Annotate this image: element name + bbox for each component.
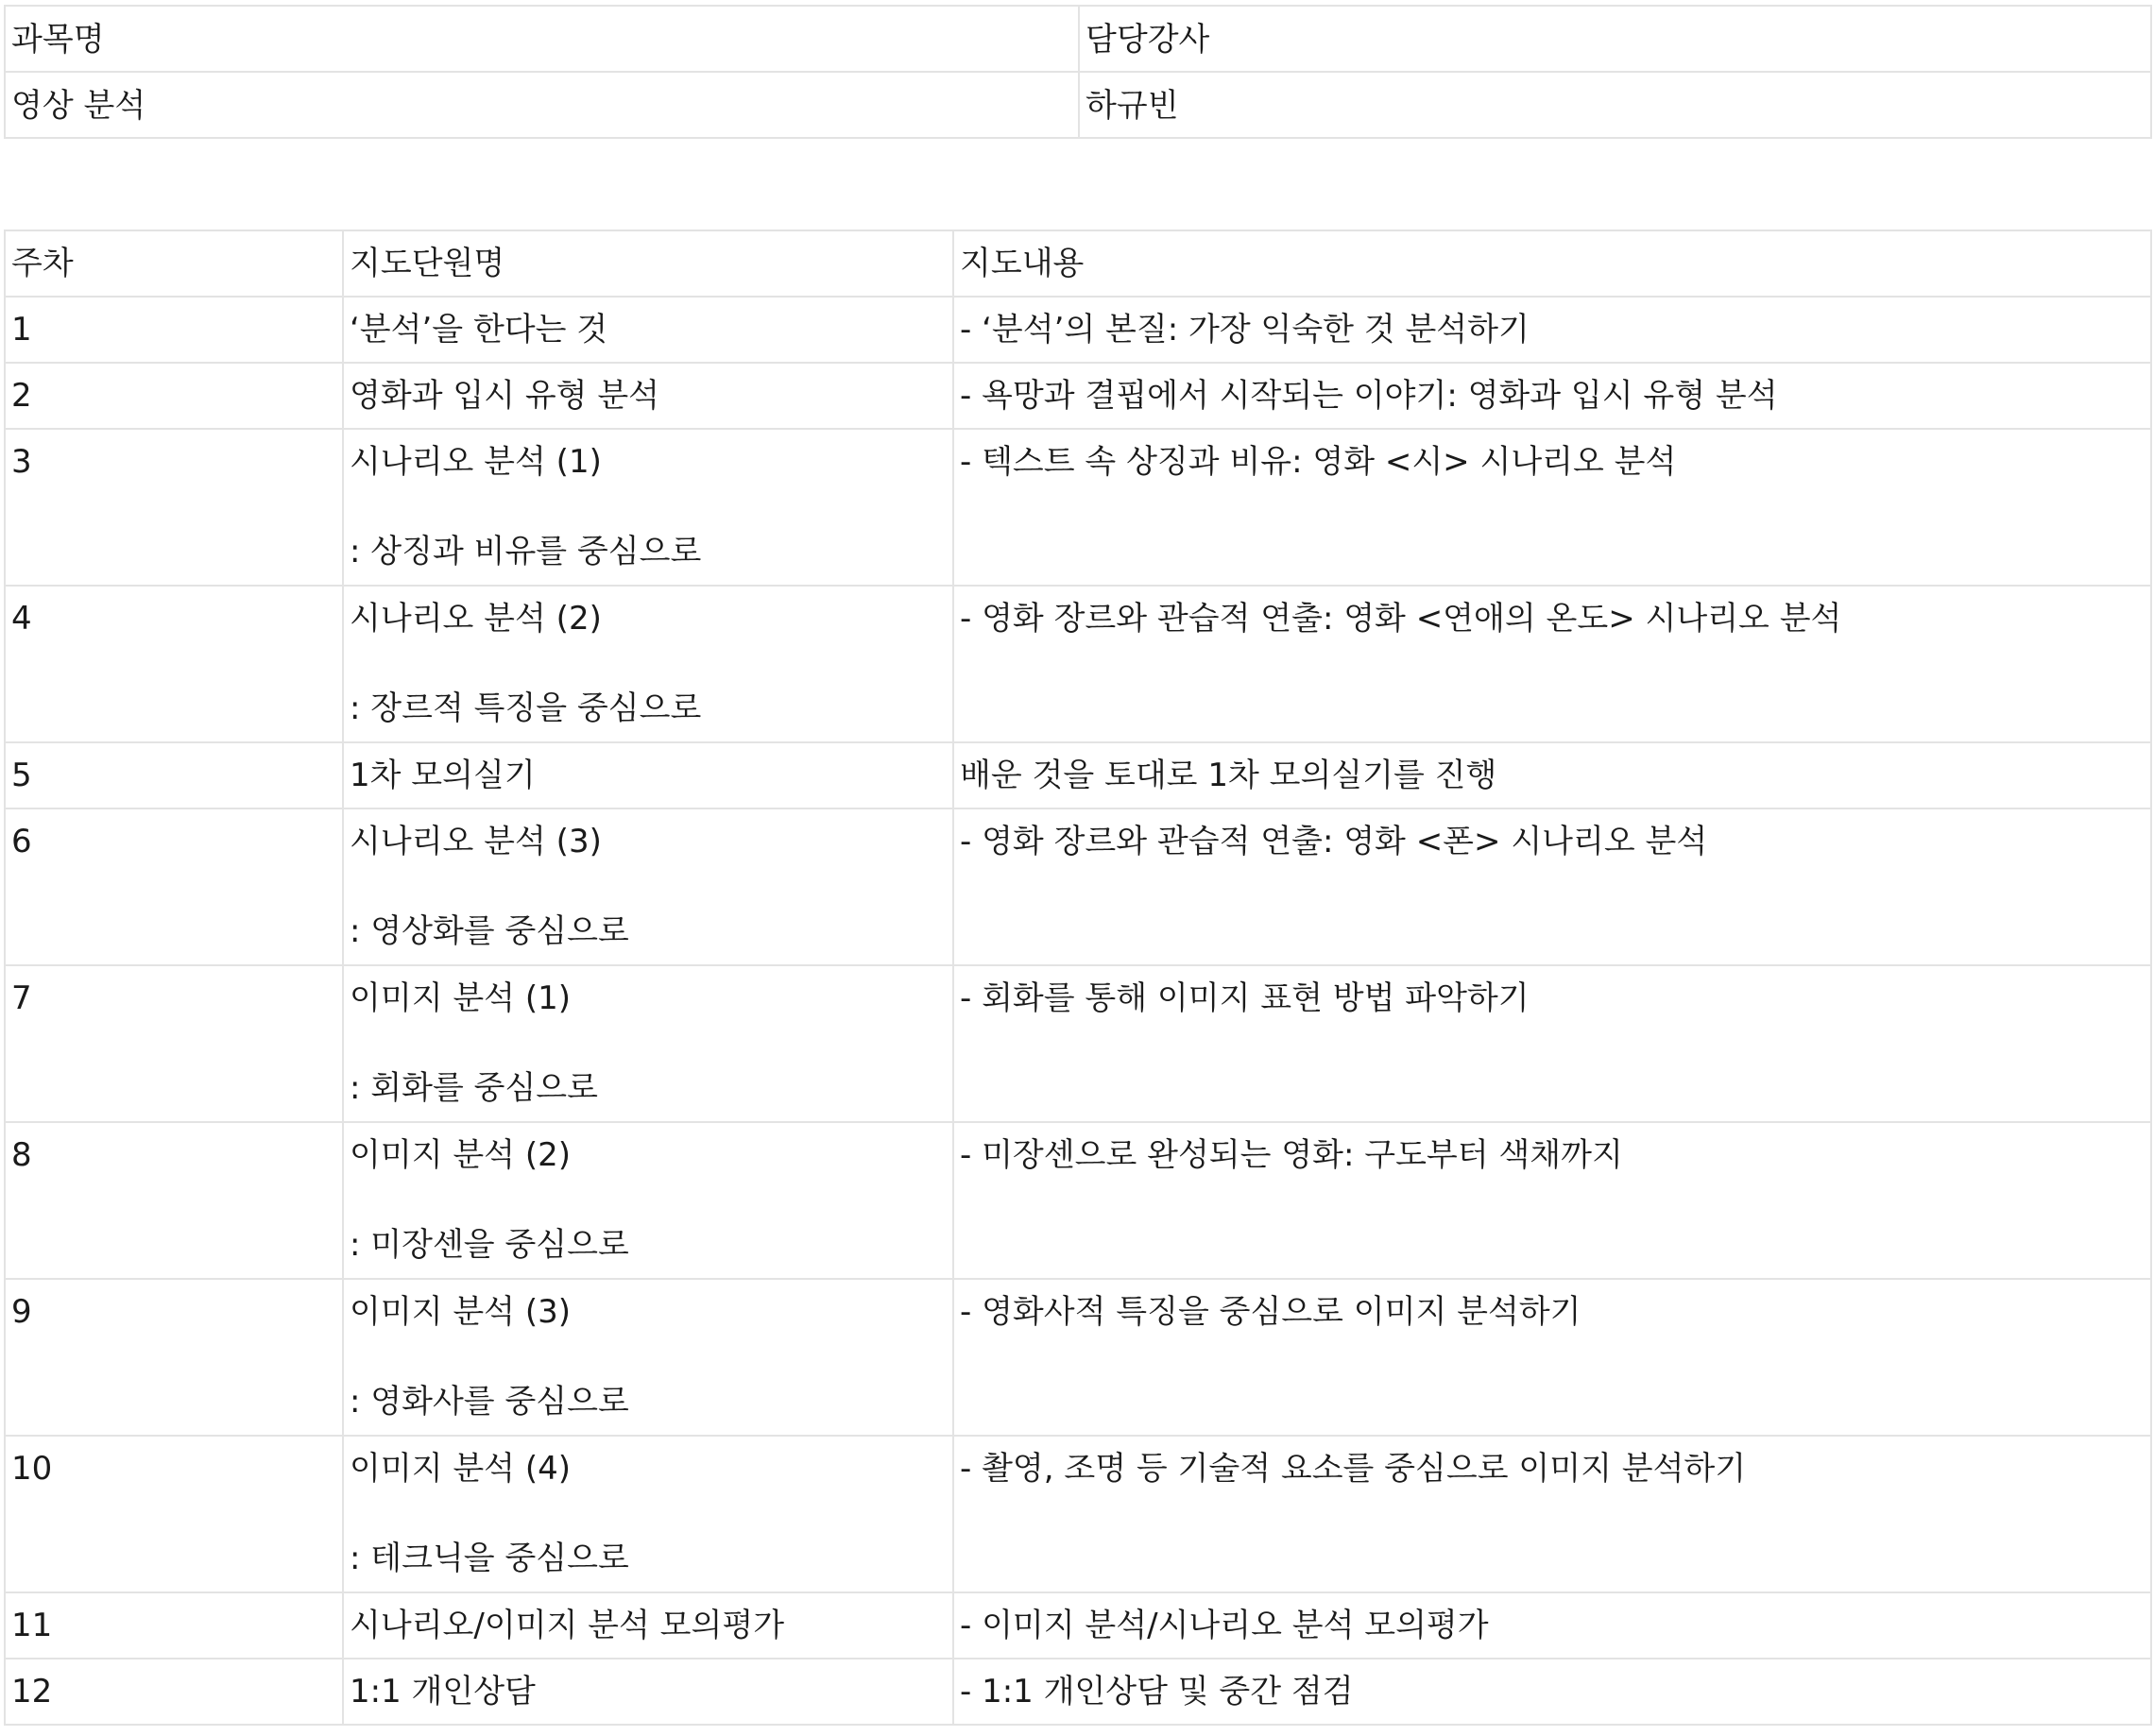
course-name-header: 과목명 [5,6,1079,72]
course-info-header-row [5,6,2151,72]
instructor-value: 하규빈 [1079,72,2151,138]
week-cell: 11 [5,1592,343,1659]
unit-title: 이미지 분석 (1) [350,979,571,1017]
content-cell: - 이미지 분석/시나리오 분석 모의평가 [953,1592,2151,1659]
schedule-row [5,586,2151,742]
content-header: 지도내용 [953,230,2151,297]
content-cell: - ‘분석’의 본질: 가장 익숙한 것 분석하기 [953,297,2151,363]
schedule-row [5,1122,2151,1279]
unit-cell [343,1436,953,1592]
unit-title: 시나리오 분석 (3) [350,823,602,860]
schedule-row [5,965,2151,1122]
unit-cell [343,742,953,808]
week-cell: 9 [5,1279,343,1436]
content-cell: - 1:1 개인상담 및 중간 점검 [953,1659,2151,1725]
unit-title: 이미지 분석 (2) [350,1136,571,1174]
schedule-header-row [5,230,2151,297]
schedule-row [5,742,2151,808]
schedule-row [5,1279,2151,1436]
unit-subtitle: : 회화를 중심으로 [350,1069,598,1107]
unit-subtitle: : 미장센을 중심으로 [350,1226,629,1264]
course-info-table [4,5,2152,139]
unit-title: 이미지 분석 (4) [350,1450,571,1488]
unit-subtitle: : 상징과 비유를 중심으로 [350,533,702,570]
unit-cell [343,363,953,429]
content-cell: - 텍스트 속 상징과 비유: 영화 <시> 시나리오 분석 [953,429,2151,586]
week-cell: 6 [5,808,343,965]
unit-title: 시나리오/이미지 분석 모의평가 [350,1607,785,1644]
schedule-row [5,297,2151,363]
unit-title: 영화과 입시 유형 분석 [350,377,660,415]
content-cell: - 회화를 통해 이미지 표현 방법 파악하기 [953,965,2151,1122]
unit-title: 시나리오 분석 (2) [350,600,602,638]
week-cell: 8 [5,1122,343,1279]
unit-cell [343,1279,953,1436]
schedule-row [5,1592,2151,1659]
week-header: 주차 [5,230,343,297]
schedule-row [5,808,2151,965]
week-cell: 7 [5,965,343,1122]
unit-subtitle: : 영화사를 중심으로 [350,1383,629,1421]
unit-subtitle: : 장르적 특징을 중심으로 [350,689,702,727]
content-cell: - 욕망과 결핍에서 시작되는 이야기: 영화과 입시 유형 분석 [953,363,2151,429]
unit-subtitle: : 영상화를 중심으로 [350,912,629,950]
course-info-value-row [5,72,2151,138]
content-cell: - 영화사적 특징을 중심으로 이미지 분석하기 [953,1279,2151,1436]
week-cell: 12 [5,1659,343,1725]
unit-cell [343,1659,953,1725]
content-cell: 배운 것을 토대로 1차 모의실기를 진행 [953,742,2151,808]
schedule-row [5,1659,2151,1725]
unit-cell [343,297,953,363]
content-cell: - 촬영, 조명 등 기술적 요소를 중심으로 이미지 분석하기 [953,1436,2151,1592]
unit-cell [343,586,953,742]
unit-cell [343,1592,953,1659]
unit-title: 시나리오 분석 (1) [350,443,602,481]
week-cell: 3 [5,429,343,586]
course-name-value: 영상 분석 [5,72,1079,138]
unit-title: ‘분석’을 한다는 것 [350,311,608,349]
unit-title: 1차 모의실기 [350,757,536,794]
week-cell: 10 [5,1436,343,1592]
unit-title: 1:1 개인상담 [350,1673,536,1710]
unit-header: 지도단원명 [343,230,953,297]
week-cell: 2 [5,363,343,429]
schedule-table [4,230,2152,1726]
unit-subtitle: : 테크닉을 중심으로 [350,1540,629,1577]
unit-cell [343,429,953,586]
unit-title: 이미지 분석 (3) [350,1293,571,1331]
week-cell: 1 [5,297,343,363]
unit-cell [343,965,953,1122]
schedule-row [5,429,2151,586]
instructor-header: 담당강사 [1079,6,2151,72]
week-cell: 4 [5,586,343,742]
unit-cell [343,1122,953,1279]
content-cell: - 영화 장르와 관습적 연출: 영화 <폰> 시나리오 분석 [953,808,2151,965]
schedule-row [5,1436,2151,1592]
unit-cell [343,808,953,965]
content-cell: - 미장센으로 완성되는 영화: 구도부터 색채까지 [953,1122,2151,1279]
schedule-row [5,363,2151,429]
week-cell: 5 [5,742,343,808]
content-cell: - 영화 장르와 관습적 연출: 영화 <연애의 온도> 시나리오 분석 [953,586,2151,742]
